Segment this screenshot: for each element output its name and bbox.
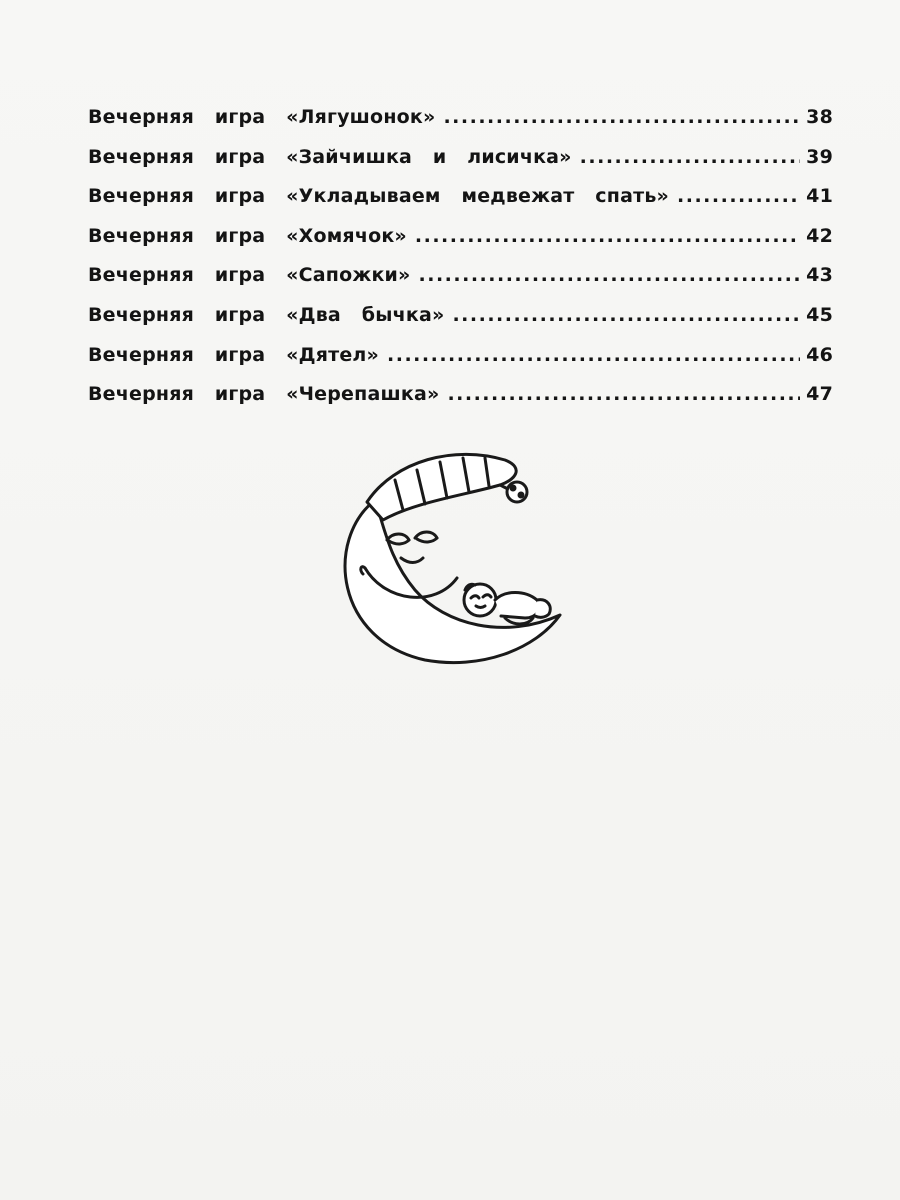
toc-entry-page: 41: [806, 185, 833, 208]
toc-entry: [88, 106, 833, 146]
toc-leader-dots: [419, 264, 801, 286]
toc-leader-dots: [452, 304, 800, 326]
toc-entry-title: Вечерняя игра «Хомячок»: [88, 224, 407, 247]
toc-entry-title: Вечерняя игра «Укладываем медвежат спать»: [88, 185, 670, 208]
toc-entry: [88, 185, 833, 225]
toc-entry-page: 39: [806, 145, 833, 168]
toc-leader-dots: [580, 146, 800, 168]
toc-entry: [88, 383, 833, 423]
toc-entry: [88, 304, 833, 344]
toc-leader-dots: [447, 383, 800, 405]
toc-leader-dots: [443, 106, 800, 128]
toc-leader-dots: [415, 225, 800, 247]
toc-entry-page: 38: [806, 106, 833, 128]
toc-entry-title: Вечерняя игра «Черепашка»: [88, 383, 440, 406]
toc-entry: [88, 344, 833, 384]
toc-entry-title: Вечерняя игра «Зайчишка и лисичка»: [88, 145, 572, 168]
toc-entry-page: 42: [806, 224, 833, 247]
toc-entry-page: 47: [806, 383, 833, 406]
toc-entry-title: Вечерняя игра «Два бычка»: [88, 303, 445, 326]
toc-entry-title: Вечерняя игра «Лягушонок»: [88, 106, 436, 128]
table-of-contents: [88, 106, 833, 423]
toc-leader-dots: [677, 185, 800, 207]
toc-entry-page: 45: [806, 303, 833, 326]
toc-entry-title: Вечерняя игра «Дятел»: [88, 343, 380, 366]
toc-entry: [88, 146, 833, 186]
toc-entry: [88, 225, 833, 265]
toc-entry-page: 46: [806, 343, 833, 366]
toc-leader-dots: [387, 344, 800, 366]
toc-entry-page: 43: [806, 264, 833, 287]
sleeping-moon-with-baby-icon: [305, 440, 595, 680]
toc-entry: [88, 264, 833, 304]
toc-entry-title: Вечерняя игра «Сапожки»: [88, 264, 411, 287]
